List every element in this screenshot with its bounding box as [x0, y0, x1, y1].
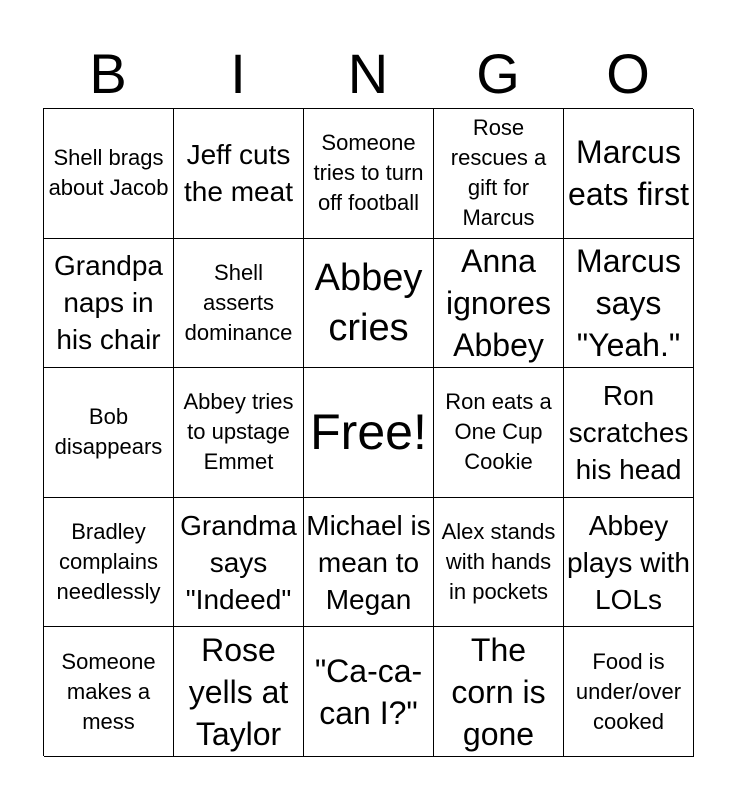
- cell-text: Abbey tries to upstage Emmet: [183, 389, 294, 475]
- bingo-cell-1-1[interactable]: [44, 109, 174, 239]
- bingo-cell-1-5[interactable]: [564, 109, 694, 239]
- bingo-cell-3-2[interactable]: [174, 368, 304, 498]
- cell-text: Shell brags about Jacob: [48, 145, 169, 201]
- cell-text: Someone makes a mess: [61, 648, 156, 734]
- header-letter-n: N: [347, 42, 389, 105]
- bingo-cell-1-2[interactable]: [174, 109, 304, 239]
- cell-text: Marcus eats first: [568, 134, 689, 213]
- cell-text: Abbey cries: [314, 256, 423, 349]
- bingo-cell-4-2[interactable]: [174, 498, 304, 628]
- bingo-cell-3-5[interactable]: [564, 368, 694, 498]
- bingo-cell-2-3[interactable]: [304, 239, 434, 369]
- bingo-cell-2-1[interactable]: [44, 239, 174, 369]
- free-space-text: Free!: [310, 404, 427, 461]
- bingo-cell-5-2[interactable]: [174, 627, 304, 757]
- cell-text: Food is under/over cooked: [575, 648, 682, 734]
- bingo-cell-5-3[interactable]: [304, 627, 434, 757]
- cell-text: Grandma says "Indeed": [180, 509, 297, 615]
- cell-text: Ron eats a One Cup Cookie: [445, 389, 552, 475]
- bingo-cell-1-4[interactable]: [434, 109, 564, 239]
- bingo-cell-4-4[interactable]: [434, 498, 564, 628]
- cell-text: Jeff cuts the meat: [184, 139, 293, 208]
- header-letter-i: I: [230, 42, 246, 105]
- bingo-cell-free[interactable]: [304, 368, 434, 498]
- cell-text: Grandpa naps in his chair: [54, 250, 163, 356]
- bingo-cell-4-5[interactable]: [564, 498, 694, 628]
- bingo-cell-2-2[interactable]: [174, 239, 304, 369]
- bingo-cell-2-4[interactable]: [434, 239, 564, 369]
- cell-text: Rose rescues a gift for Marcus: [450, 115, 547, 231]
- bingo-cell-5-4[interactable]: [434, 627, 564, 757]
- cell-text: Someone tries to turn off football: [313, 130, 424, 216]
- cell-text: Michael is mean to Megan: [306, 509, 431, 615]
- cell-text: Bradley complains needlessly: [56, 519, 161, 605]
- bingo-cell-1-3[interactable]: [304, 109, 434, 239]
- header-letter-o: O: [606, 42, 650, 105]
- header-letter-b: B: [89, 42, 127, 105]
- header-letter-g: G: [476, 42, 520, 105]
- bingo-header: [43, 40, 693, 108]
- cell-text: Marcus says "Yeah.": [576, 242, 681, 363]
- cell-text: Ron scratches his head: [568, 379, 689, 485]
- bingo-cell-2-5[interactable]: [564, 239, 694, 369]
- bingo-card-grid: [43, 108, 693, 756]
- cell-text: "Ca-ca-can I?": [314, 652, 423, 731]
- bingo-cell-5-1[interactable]: [44, 627, 174, 757]
- cell-text: Shell asserts dominance: [184, 259, 293, 345]
- cell-text: Bob disappears: [54, 404, 163, 460]
- bingo-cell-3-4[interactable]: [434, 368, 564, 498]
- bingo-cell-3-1[interactable]: [44, 368, 174, 498]
- cell-text: Anna ignores Abbey: [446, 242, 551, 363]
- bingo-cell-4-3[interactable]: [304, 498, 434, 628]
- bingo-cell-4-1[interactable]: [44, 498, 174, 628]
- cell-text: Alex stands with hands in pockets: [441, 519, 556, 605]
- cell-text: Abbey plays with LOLs: [567, 509, 690, 615]
- cell-text: The corn is gone: [451, 631, 546, 752]
- cell-text: Rose yells at Taylor: [188, 631, 289, 752]
- bingo-cell-5-5[interactable]: [564, 627, 694, 757]
